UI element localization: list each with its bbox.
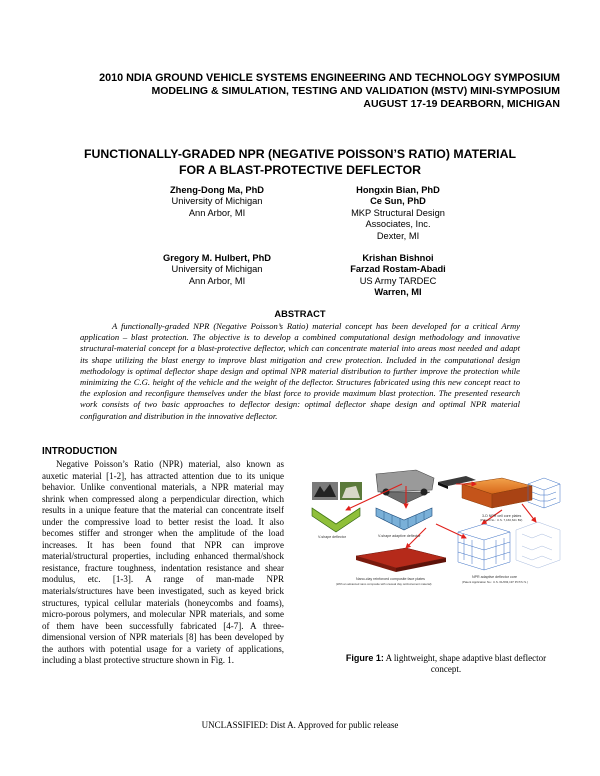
author-name: Krishan Bishnoi [362,253,434,263]
author-affiliation: Associates, Inc. [365,219,431,230]
label-adaptive-core-patent: (Patent Application No.: U.S. 61/093,197 PCT/U.S.) [462,580,528,584]
npr-adaptive-core-image [458,524,510,570]
author-name: Hongxin Bian, PhD [356,185,440,195]
figure-label: Figure 1: [345,653,384,663]
intro-heading: INTRODUCTION [42,446,118,457]
author-affiliation: US Army TARDEC [359,275,437,286]
author-name: Farzad Rostam-Abadi [350,264,446,275]
nano-clay-plate-image [356,548,446,572]
symposium-line-3: AUGUST 17-19 DEARBORN, MICHIGAN [363,98,560,110]
v-shape-adaptive-deflector-image [376,508,432,530]
author-location: Ann Arbor, MI [188,275,246,286]
label-v-adaptive: V-shape adaptive deflector [378,534,421,538]
page-footer: UNCLASSIFIED: Dist A. Approved for public release [201,720,399,730]
abstract-heading: ABSTRACT [274,309,326,319]
symposium-header [40,72,560,111]
figure-caption-text: A lightweight, shape adaptive blast deflector concept. [385,653,547,674]
abstract-text: A functionally-graded NPR (Negative Poisson’s Ratio) material concept has been developed for a critical Army application – blast protection. The objective is to develop a combined computational design methodology and innovative structural-material concept for a blast-protective deflector, which can concentrate material into areas most needed and adapt its shape utilizing the blast energy to improve blast mitigation and crew protection. Included in the computational design methodology is optimal deflector shape design and optimal NPR material distribution to further improve the protection while minimizing the C.G. height of the vehicle and the weight of the deflector. Structures fabricated using this new concept react to the explosion and reconfigure themselves under the blast force to provide maximum blast protection. The presented research work consists of two basic approaches to deflector design: optimal deflector shape design and optimal NPR material configuration and distribution in the innovative deflector. [80,321,520,421]
intro-text: Negative Poisson’s Ratio (NPR) material, also known as auxetic material [1-2], has attracted attention due to its unique behavior. Unlike conventional materials, a NPR material may shrink when compressed along a perpendicular direction, which results in a unique feature that the material can concentrate itself under the compressive load to better resist the load. It also becomes stiffer and stronger when the amplitude of the load increases. It has been found that NPR can improve material/structural properties, including enhanced thermal/shock resistance, fracture toughness, indentation resistance and shear modulus, etc. [1-3]. A range of man-made NPR materials/structures have been investigated, such as keyed brick structures, typical cellular materials (honeycombs and foams), micro-porous polymers, and molecular NPR materials, and some of them have been successfully fabricated [4-7]. A three-dimensional version of NPR materials [8] has been developed by the authors with potential usage for a variety of applications, including a blast protective structure shown in Fig. 1. [42,459,284,666]
author-block-2 [318,185,478,242]
author-affiliation: University of Michigan [171,196,263,207]
title-line-2: FOR A BLAST-PROTECTIVE DEFLECTOR [178,163,422,177]
author-location: Dexter, MI [376,230,420,241]
label-nano-clay: Nano-clay reinforced composite face plates [356,577,425,581]
npr-lattice-image [528,478,560,508]
author-name: Gregory M. Hulbert, PhD [163,253,271,263]
vehicle-photo-group [312,482,362,500]
author-block-1 [137,185,297,219]
v-shape-deflector-image [312,508,360,532]
author-affiliation: University of Michigan [171,264,263,275]
symposium-line-1: 2010 NDIA GROUND VEHICLE SYSTEMS ENGINEERING AND TECHNOLOGY SYMPOSIUM [99,72,560,84]
author-name: Ce Sun, PhD [370,196,426,207]
label-nano-clay-note: (With an advanced nano composite with unusual clay reinforcement material) [336,582,432,586]
author-affiliation: MKP Structural Design [351,207,445,218]
figure-1 [306,464,566,622]
author-block-3 [137,253,297,287]
author-block-4 [318,253,478,299]
label-npr-3d-patent: (Patent No.: U.S. 7,160,621 B2) [480,518,523,522]
author-location: Warren, MI [374,287,422,298]
label-adaptive-core: NPR adaptive deflector core [472,575,517,579]
label-npr-3d: 3-D NPR cell core plates [482,514,522,518]
npr-exploded-lattice-image [516,522,560,568]
vehicle-deflector-model [376,470,434,504]
symposium-line-2: MODELING & SIMULATION, TESTING AND VALIDATION (MSTV) MINI-SYMPOSIUM [151,85,560,97]
title-line-1: FUNCTIONALLY-GRADED NPR (NEGATIVE POISSON’S RATIO) MATERIAL [84,147,516,161]
author-name: Zheng-Dong Ma, PhD [170,185,264,195]
npr-core-plate-image [462,478,532,508]
author-location: Ann Arbor, MI [188,207,246,218]
figure-caption [330,653,562,675]
paper-title [40,146,560,178]
label-v-shape: V-shape deflector [318,535,346,539]
